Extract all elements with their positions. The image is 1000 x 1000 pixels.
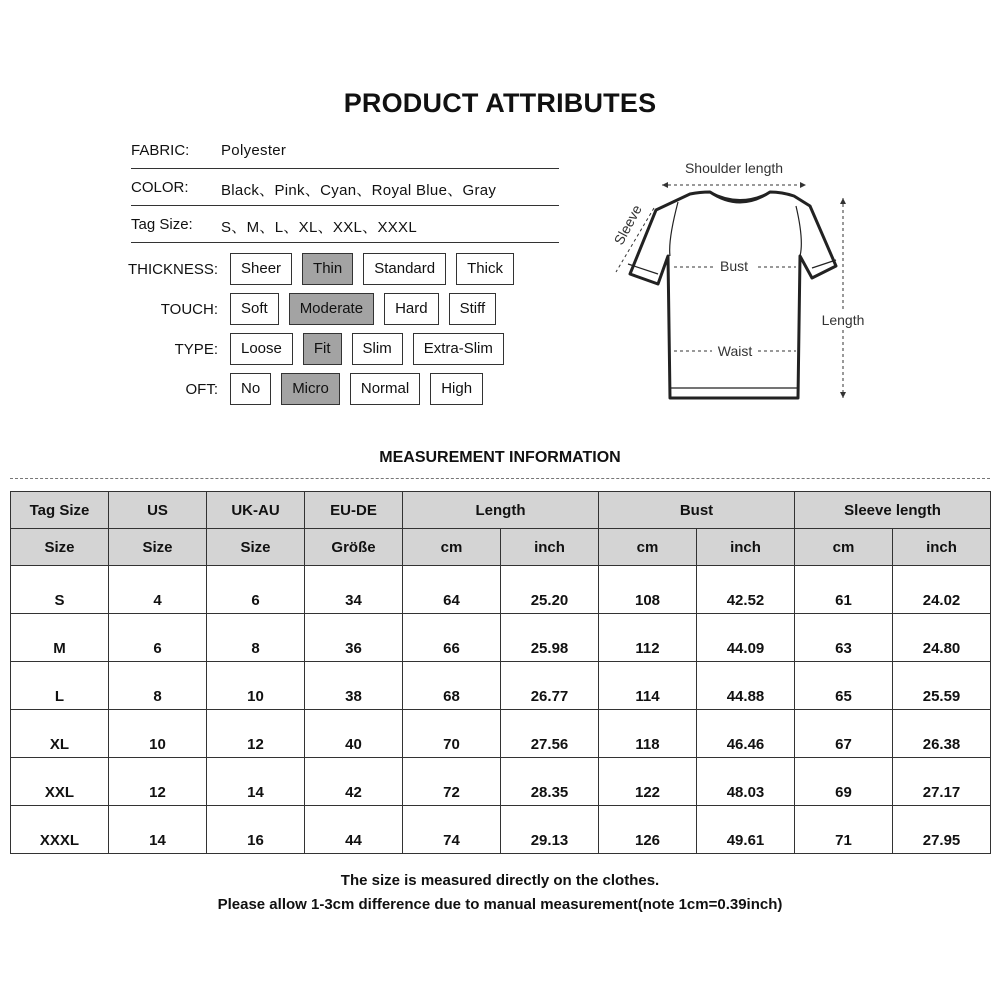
table-cell: 28.35 [501, 758, 599, 806]
table-cell: 12 [109, 758, 207, 806]
table-cell: 72 [403, 758, 501, 806]
table-row [11, 662, 991, 710]
table-subheader-row [11, 529, 991, 566]
table-cell: 8 [109, 662, 207, 710]
table-cell: 63 [795, 614, 893, 662]
table-cell: 64 [403, 566, 501, 614]
table-cell: 40 [305, 710, 403, 758]
divider [131, 205, 559, 206]
header-cell: Size [11, 529, 109, 566]
bust-label: Bust [719, 258, 749, 274]
fabric-label: FABRIC: [131, 142, 190, 159]
table-row [11, 758, 991, 806]
table-cell: 25.59 [893, 662, 991, 710]
table-cell: 10 [207, 662, 305, 710]
tshirt-outline [630, 192, 836, 398]
type-label: TYPE: [174, 340, 218, 358]
table-cell: 69 [795, 758, 893, 806]
table-row [11, 566, 991, 614]
table-cell: 26.77 [501, 662, 599, 710]
table-header-row [11, 492, 991, 529]
table-cell: 14 [109, 806, 207, 854]
table-cell: 25.98 [501, 614, 599, 662]
table-cell: 74 [403, 806, 501, 854]
header-cell: EU-DE [305, 492, 403, 529]
option-sheer: Sheer [230, 253, 292, 285]
header-cell: UK-AU [207, 492, 305, 529]
tshirt-diagram [600, 150, 880, 410]
thickness-label: THICKNESS: [127, 260, 218, 278]
table-cell: 112 [599, 614, 697, 662]
header-cell: cm [795, 529, 893, 566]
type-row [110, 333, 514, 365]
option-fit-selected: Fit [303, 333, 342, 365]
table-cell: 34 [305, 566, 403, 614]
dashed-divider [10, 478, 990, 479]
option-standard: Standard [363, 253, 446, 285]
table-cell: 114 [599, 662, 697, 710]
table-cell: 122 [599, 758, 697, 806]
table-cell: 65 [795, 662, 893, 710]
note-line-1: The size is measured directly on the clothes. [340, 872, 660, 889]
table-row [11, 710, 991, 758]
page-title: PRODUCT ATTRIBUTES [343, 88, 657, 118]
option-extra-slim: Extra-Slim [413, 333, 504, 365]
table-cell: 70 [403, 710, 501, 758]
table-cell: 4 [109, 566, 207, 614]
table-cell: 126 [599, 806, 697, 854]
tag-size-value: S、M、L、XL、XXL、XXXL [221, 219, 417, 236]
touch-label: TOUCH: [160, 300, 218, 318]
option-thin-selected: Thin [302, 253, 353, 285]
table-cell: 24.80 [893, 614, 991, 662]
thickness-row [110, 253, 524, 285]
table-cell: XL [11, 710, 109, 758]
measurement-table [10, 491, 991, 854]
header-cell: cm [403, 529, 501, 566]
table-cell: 29.13 [501, 806, 599, 854]
sleeve-label: Sleeve [610, 202, 645, 248]
table-cell: 24.02 [893, 566, 991, 614]
table-cell: 46.46 [697, 710, 795, 758]
table-cell: 27.95 [893, 806, 991, 854]
table-cell: XXXL [11, 806, 109, 854]
measurement-title: MEASUREMENT INFORMATION [379, 449, 621, 466]
divider [131, 168, 559, 169]
header-cell: Größe [305, 529, 403, 566]
option-moderate-selected: Moderate [289, 293, 374, 325]
table-cell: 118 [599, 710, 697, 758]
table-cell: M [11, 614, 109, 662]
header-cell: Length [403, 492, 599, 529]
option-high: High [430, 373, 483, 405]
table-cell: 10 [109, 710, 207, 758]
table-cell: 25.20 [501, 566, 599, 614]
divider [131, 242, 559, 243]
option-loose: Loose [230, 333, 293, 365]
table-cell: 42 [305, 758, 403, 806]
table-row [11, 614, 991, 662]
touch-row [110, 293, 506, 325]
option-thick: Thick [456, 253, 514, 285]
table-cell: 8 [207, 614, 305, 662]
table-cell: 36 [305, 614, 403, 662]
table-cell: 67 [795, 710, 893, 758]
table-cell: L [11, 662, 109, 710]
table-cell: 6 [207, 566, 305, 614]
option-hard: Hard [384, 293, 439, 325]
waist-label: Waist [717, 343, 753, 359]
table-cell: 49.61 [697, 806, 795, 854]
table-cell: S [11, 566, 109, 614]
fabric-value: Polyester [221, 142, 287, 159]
fabric-row [131, 142, 559, 178]
header-cell: Sleeve length [795, 492, 991, 529]
oft-row [110, 373, 493, 405]
note-line-2: Please allow 1-3cm difference due to manual measurement(note 1cm=0.39inch) [217, 896, 783, 913]
table-cell: 42.52 [697, 566, 795, 614]
table-cell: 68 [403, 662, 501, 710]
color-row [131, 179, 559, 215]
option-stiff: Stiff [449, 293, 497, 325]
table-cell: 14 [207, 758, 305, 806]
table-cell: 44 [305, 806, 403, 854]
color-label: COLOR: [131, 179, 189, 196]
table-cell: 12 [207, 710, 305, 758]
table-cell: 26.38 [893, 710, 991, 758]
table-cell: 44.88 [697, 662, 795, 710]
table-cell: 27.56 [501, 710, 599, 758]
length-label: Length [821, 312, 865, 328]
header-cell: Tag Size [11, 492, 109, 529]
tag-size-row [131, 216, 559, 252]
header-cell: inch [697, 529, 795, 566]
header-cell: Bust [599, 492, 795, 529]
table-row [11, 806, 991, 854]
oft-label: OFT: [185, 380, 218, 398]
table-cell: 27.17 [893, 758, 991, 806]
table-cell: XXL [11, 758, 109, 806]
header-cell: inch [893, 529, 991, 566]
table-cell: 71 [795, 806, 893, 854]
table-cell: 38 [305, 662, 403, 710]
option-normal: Normal [350, 373, 420, 405]
table-cell: 66 [403, 614, 501, 662]
shoulder-length-label: Shoulder length [684, 160, 784, 176]
table-cell: 61 [795, 566, 893, 614]
table-cell: 16 [207, 806, 305, 854]
option-no: No [230, 373, 271, 405]
header-cell: inch [501, 529, 599, 566]
option-micro-selected: Micro [281, 373, 340, 405]
header-cell: Size [207, 529, 305, 566]
option-slim: Slim [352, 333, 403, 365]
color-value: Black、Pink、Cyan、Royal Blue、Gray [221, 182, 497, 199]
table-cell: 108 [599, 566, 697, 614]
tag-size-label: Tag Size: [131, 216, 193, 233]
table-cell: 48.03 [697, 758, 795, 806]
header-cell: Size [109, 529, 207, 566]
header-cell: cm [599, 529, 697, 566]
header-cell: US [109, 492, 207, 529]
option-soft: Soft [230, 293, 279, 325]
table-cell: 6 [109, 614, 207, 662]
table-cell: 44.09 [697, 614, 795, 662]
